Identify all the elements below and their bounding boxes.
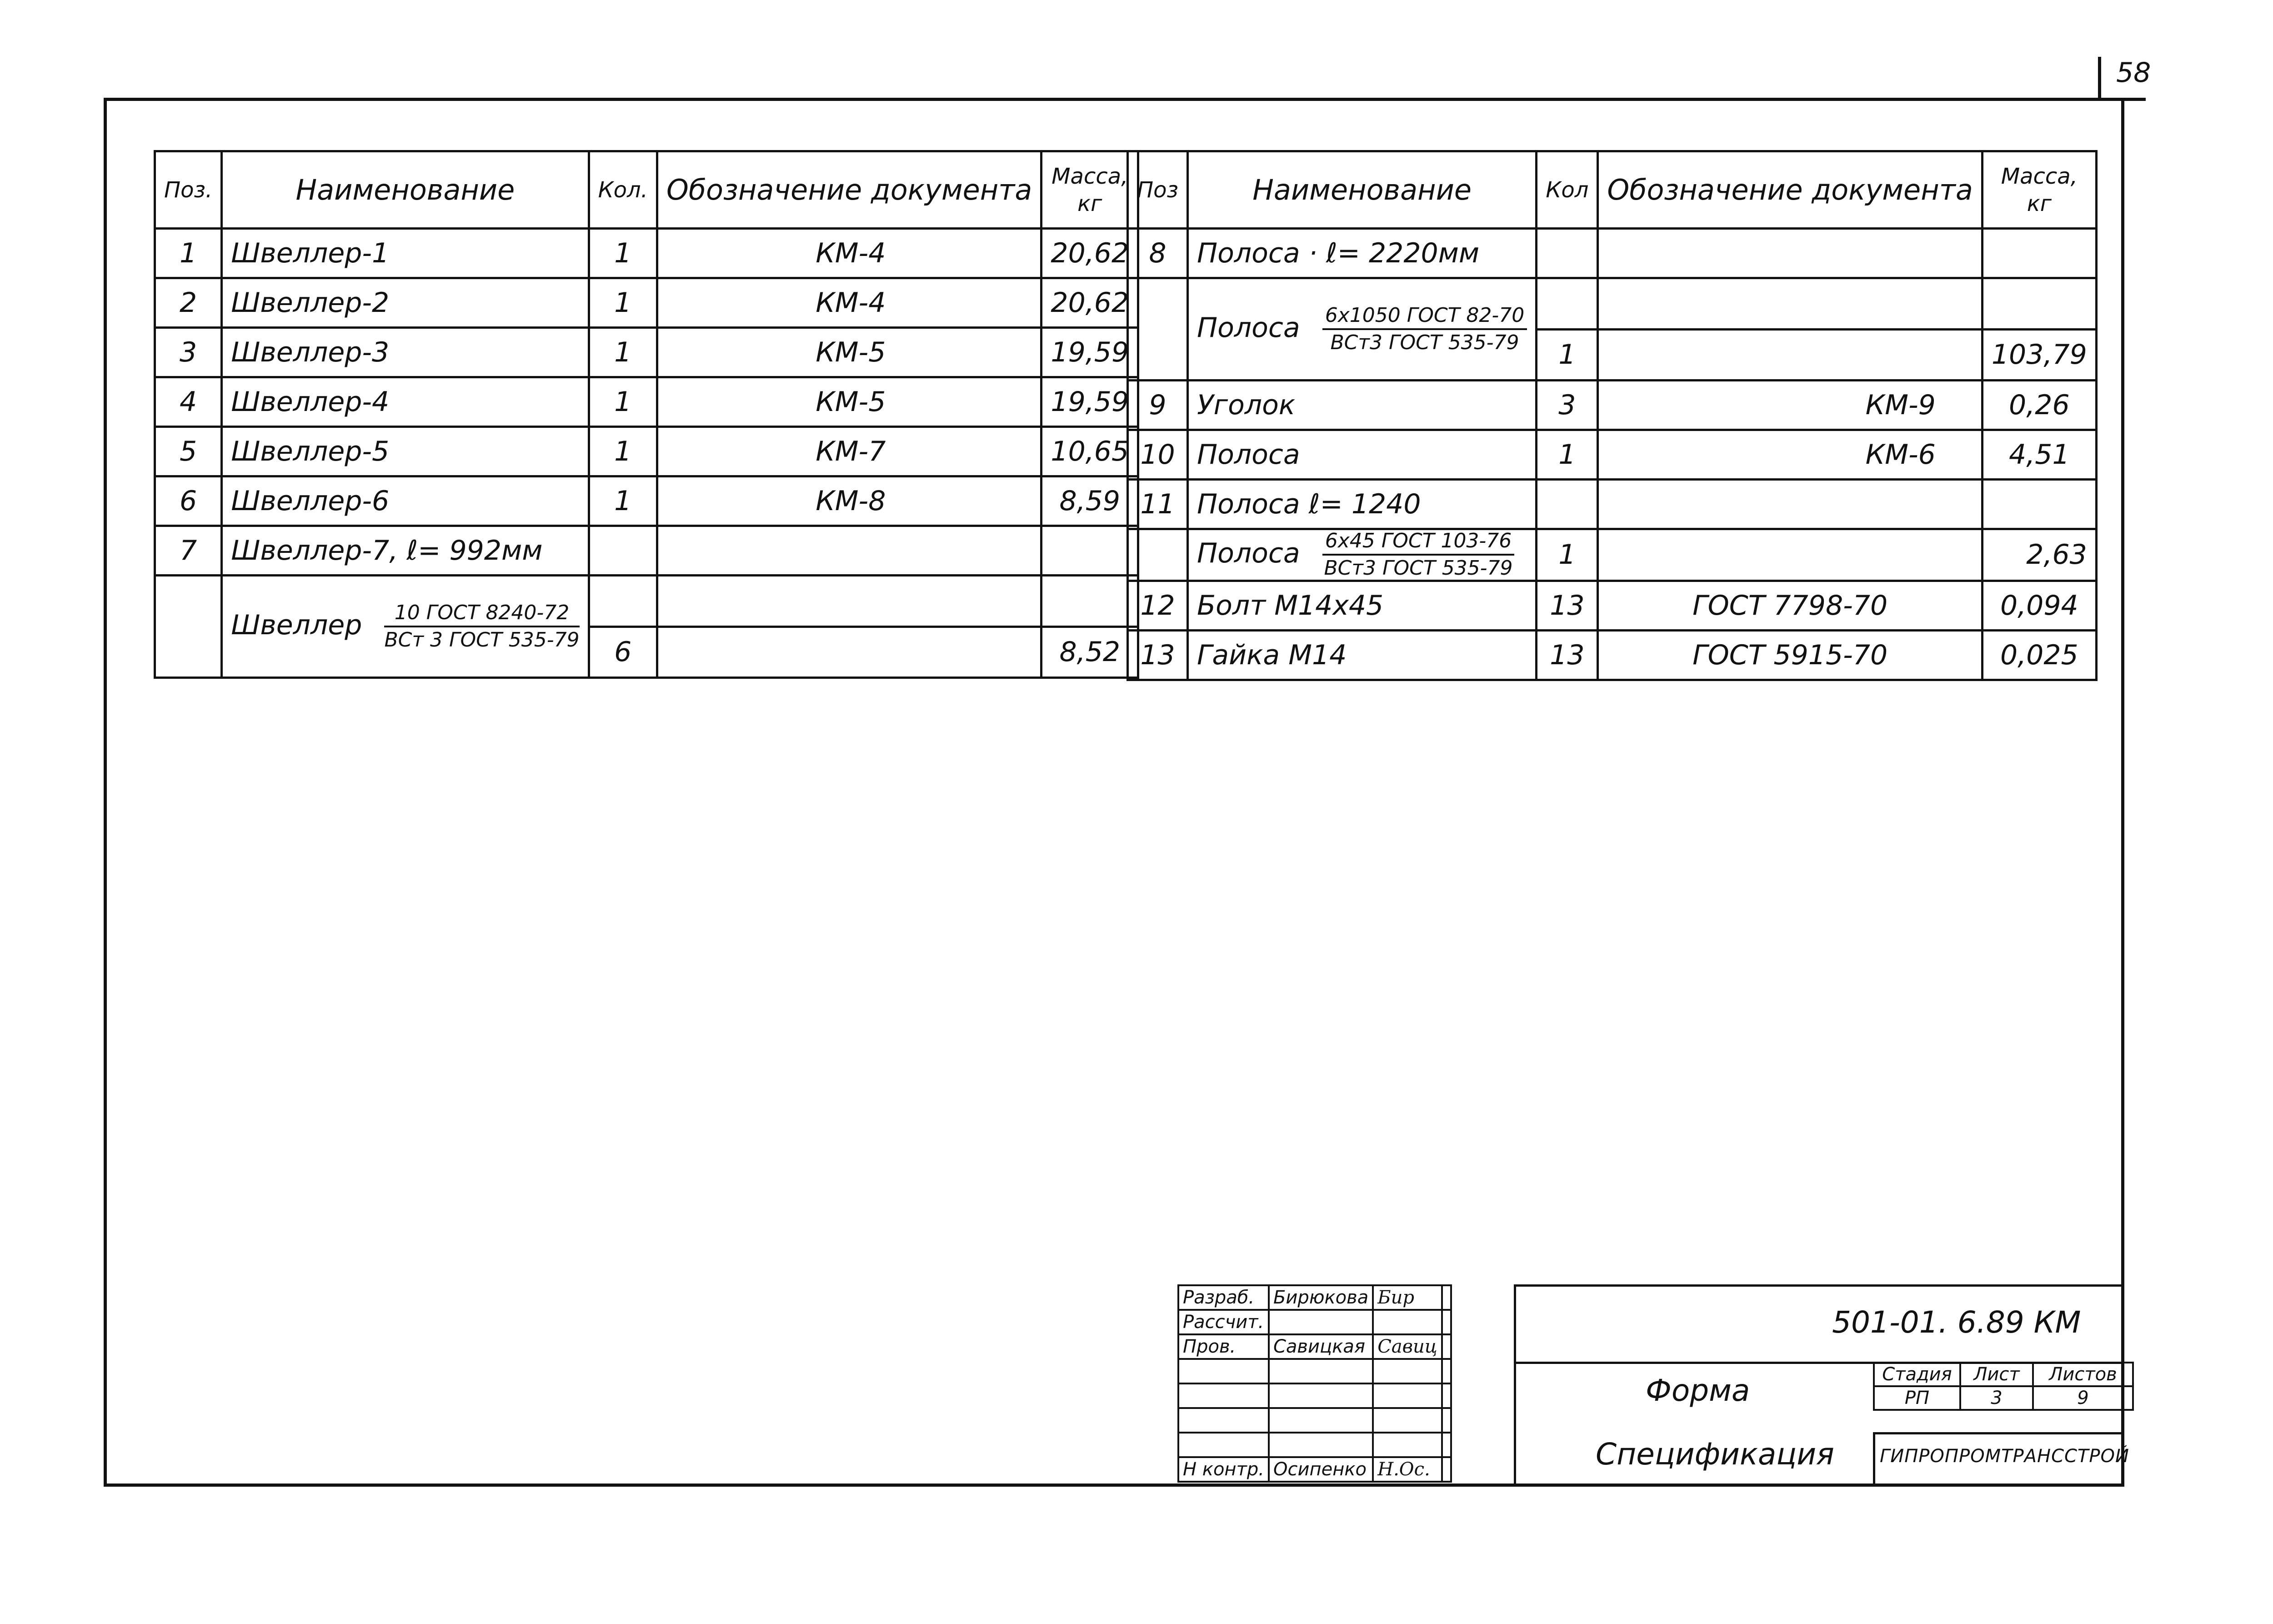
cell-qty: [589, 576, 657, 627]
table-row: [1128, 581, 2097, 630]
cell-qty: 1: [1537, 430, 1598, 480]
table-row: [1128, 381, 2097, 430]
empty-cell: [1269, 1433, 1373, 1457]
cell-qty: 13: [1537, 630, 1598, 680]
empty-cell: [1269, 1359, 1373, 1383]
sheet-value: 3: [1960, 1386, 2033, 1410]
fraction-denominator: ВСт3 ГОСТ 535-79: [1330, 331, 1519, 354]
sheet-header: Лист: [1960, 1363, 2033, 1386]
cell-pos: 13: [1128, 630, 1188, 680]
cell-material: [1187, 529, 1536, 581]
stage-table: [1873, 1362, 2134, 1411]
cell-name: Швеллер-3: [222, 328, 589, 377]
left-spec-table: [154, 150, 1139, 679]
table-row: [155, 427, 1138, 476]
header-qty: Кол.: [589, 151, 657, 229]
cell-doc: [1598, 329, 1982, 381]
cell-pos: 11: [1128, 480, 1188, 529]
empty-cell: [1373, 1359, 1442, 1383]
material-fraction: [384, 602, 579, 652]
cell-doc: ГОСТ 7798-70: [1598, 581, 1982, 630]
empty-cell: [1178, 1359, 1269, 1383]
signature-check: Савиц: [1373, 1334, 1442, 1359]
stage-value: РП: [1874, 1386, 1960, 1410]
empty-cell: [1269, 1408, 1373, 1433]
empty-cell: [1442, 1359, 1451, 1383]
empty-cell: [1178, 1433, 1269, 1457]
cell-pos: 1: [155, 229, 222, 278]
cell-pos: 10: [1128, 430, 1188, 480]
empty-cell: [1269, 1383, 1373, 1408]
empty-cell: [1178, 1408, 1269, 1433]
table-row: [1128, 278, 2097, 330]
sheet-number: 58: [2116, 57, 2151, 89]
cell-qty: 13: [1537, 581, 1598, 630]
cell-pos: 4: [155, 377, 222, 427]
cell-doc: КМ-5: [657, 377, 1041, 427]
cell-name: Швеллер-2: [222, 278, 589, 328]
cell-name: Гайка М14: [1187, 630, 1536, 680]
cell-qty: 1: [589, 278, 657, 328]
cell-mass: 10,65: [1041, 427, 1138, 476]
fraction-numerator: 6х45 ГОСТ 103-76: [1322, 530, 1515, 556]
cell-pos: 9: [1128, 381, 1188, 430]
cell-qty: 1: [589, 377, 657, 427]
name-norm: Осипенко: [1269, 1457, 1373, 1482]
cell-pos: [1128, 278, 1188, 381]
fraction-denominator: ВСт3 ГОСТ 535-79: [1324, 556, 1513, 580]
cell-doc: КМ-4: [657, 229, 1041, 278]
cell-material: [222, 576, 589, 678]
fraction-numerator: 6х1050 ГОСТ 82-70: [1322, 305, 1527, 330]
cell-doc: [1598, 529, 1982, 581]
material-fraction: [1322, 305, 1527, 354]
signature-norm: Н.Ос.: [1373, 1457, 1442, 1482]
table-row: [155, 377, 1138, 427]
empty-cell: [1442, 1383, 1451, 1408]
document-form: Форма: [1646, 1373, 1750, 1408]
cell-name: Полоса ℓ= 1240: [1187, 480, 1536, 529]
cell-mass: 8,52: [1041, 627, 1138, 678]
cell-pos: 2: [155, 278, 222, 328]
cell-pos: 5: [155, 427, 222, 476]
organization: ГИПРОПРОМТРАНССТРОЙ: [1873, 1432, 2123, 1487]
cell-mass: [1982, 278, 2096, 330]
table-row: [1128, 430, 2097, 480]
cell-mass: 103,79: [1982, 329, 2096, 381]
right-spec-table: [1126, 150, 2098, 681]
name-calc: [1269, 1310, 1373, 1334]
fraction-denominator: ВСт 3 ГОСТ 535-79: [384, 628, 580, 652]
cell-qty: 1: [589, 476, 657, 526]
table-row: [1128, 529, 2097, 581]
table-row: [155, 476, 1138, 526]
cell-qty: [1537, 278, 1598, 330]
cell-pos: 7: [155, 526, 222, 576]
cell-qty: 1: [1537, 329, 1598, 381]
cell-mass: 19,59: [1041, 328, 1138, 377]
cell-mass: [1982, 229, 2096, 278]
name-check: Савицкая: [1269, 1334, 1373, 1359]
table-row: [155, 229, 1138, 278]
cell-qty: [589, 526, 657, 576]
cell-material: [1187, 278, 1536, 381]
cell-mass: 0,26: [1982, 381, 2096, 430]
cell-mass: 0,094: [1982, 581, 2096, 630]
empty-cell: [1373, 1433, 1442, 1457]
fraction-numerator: 10 ГОСТ 8240-72: [384, 602, 579, 627]
header-name: Наименование: [222, 151, 589, 229]
empty-cell: [1373, 1408, 1442, 1433]
cell-doc: КМ-8: [657, 476, 1041, 526]
cell-pos: [1128, 529, 1188, 581]
sheets-value: 9: [2033, 1386, 2133, 1410]
sheet-number-tick: [2098, 57, 2101, 100]
role-calc: Рассчит.: [1178, 1310, 1269, 1334]
cell-name: Швеллер-1: [222, 229, 589, 278]
table-row: [1128, 480, 2097, 529]
cell-qty: 3: [1537, 381, 1598, 430]
cell-pos: 6: [155, 476, 222, 526]
header-name: Наименование: [1187, 151, 1536, 229]
date-cell: [1442, 1334, 1451, 1359]
sheets-header: Листов: [2033, 1363, 2133, 1386]
date-cell: [1442, 1285, 1451, 1310]
cell-name: Болт М14х45: [1187, 581, 1536, 630]
cell-doc: [1598, 229, 1982, 278]
stage-header: Стадия: [1874, 1363, 1960, 1386]
table-row: [155, 328, 1138, 377]
table-header-row: [155, 151, 1138, 229]
table-header-row: [1128, 151, 2097, 229]
cell-qty: 1: [589, 427, 657, 476]
role-dev: Разраб.: [1178, 1285, 1269, 1310]
cell-doc: [1598, 278, 1982, 330]
cell-name: Полоса · ℓ= 2220мм: [1187, 229, 1536, 278]
cell-doc: ГОСТ 5915-70: [1598, 630, 1982, 680]
cell-doc: КМ-5: [657, 328, 1041, 377]
signature-calc: [1373, 1310, 1442, 1334]
cell-mass: 19,59: [1041, 377, 1138, 427]
header-mass: Масса, кг: [1982, 151, 2096, 229]
cell-mass: 8,59: [1041, 476, 1138, 526]
date-cell: [1442, 1457, 1451, 1482]
empty-cell: [1178, 1383, 1269, 1408]
cell-doc: [657, 627, 1041, 678]
cell-mass: [1041, 576, 1138, 627]
cell-name: Полоса: [1187, 430, 1536, 480]
cell-qty: 6: [589, 627, 657, 678]
cell-pos: 8: [1128, 229, 1188, 278]
cell-name: Швеллер-6: [222, 476, 589, 526]
header-pos: Поз: [1128, 151, 1188, 229]
cell-mass: 2,63: [1982, 529, 2096, 581]
empty-cell: [1442, 1433, 1451, 1457]
cell-doc: КМ-9: [1598, 381, 1982, 430]
cell-name: Швеллер-5: [222, 427, 589, 476]
cell-doc: [657, 526, 1041, 576]
cell-name: Уголок: [1187, 381, 1536, 430]
signature-dev: Бир: [1373, 1285, 1442, 1310]
frame-extension: [2091, 98, 2146, 101]
cell-pos: [155, 576, 222, 678]
date-cell: [1442, 1310, 1451, 1334]
cell-qty: 1: [1537, 529, 1598, 581]
empty-cell: [1373, 1383, 1442, 1408]
material-name: Швеллер: [231, 609, 362, 641]
cell-mass: 4,51: [1982, 430, 2096, 480]
cell-mass: 20,62: [1041, 278, 1138, 328]
material-name: Полоса: [1197, 537, 1300, 569]
header-mass: Масса, кг: [1041, 151, 1138, 229]
table-row: [155, 576, 1138, 627]
table-row: [1128, 630, 2097, 680]
material-fraction: [1322, 530, 1515, 580]
cell-qty: [1537, 480, 1598, 529]
cell-doc: [1598, 480, 1982, 529]
header-qty: Кол: [1537, 151, 1598, 229]
cell-pos: 3: [155, 328, 222, 377]
cell-qty: 1: [589, 328, 657, 377]
cell-doc: КМ-7: [657, 427, 1041, 476]
cell-qty: [1537, 229, 1598, 278]
material-name: Полоса: [1197, 311, 1300, 344]
empty-cell: [1442, 1408, 1451, 1433]
role-check: Пров.: [1178, 1334, 1269, 1359]
role-norm: Н контр.: [1178, 1457, 1269, 1482]
table-row: [155, 526, 1138, 576]
cell-name: Швеллер-7, ℓ= 992мм: [222, 526, 589, 576]
cell-mass: [1982, 480, 2096, 529]
cell-doc: КМ-4: [657, 278, 1041, 328]
approval-grid: [1177, 1284, 1452, 1483]
cell-mass: 0,025: [1982, 630, 2096, 680]
table-row: [155, 278, 1138, 328]
cell-mass: 20,62: [1041, 229, 1138, 278]
header-doc: Обозначение документа: [657, 151, 1041, 229]
cell-doc: [657, 576, 1041, 627]
cell-mass: [1041, 526, 1138, 576]
cell-pos: 12: [1128, 581, 1188, 630]
document-title: Спецификация: [1596, 1437, 1834, 1472]
header-doc: Обозначение документа: [1598, 151, 1982, 229]
name-dev: Бирюкова: [1269, 1285, 1373, 1310]
cell-name: Швеллер-4: [222, 377, 589, 427]
header-pos: Поз.: [155, 151, 222, 229]
document-code: 501-01. 6.89 КМ: [1832, 1305, 2081, 1340]
cell-qty: 1: [589, 229, 657, 278]
table-row: [1128, 229, 2097, 278]
cell-doc: КМ-6: [1598, 430, 1982, 480]
